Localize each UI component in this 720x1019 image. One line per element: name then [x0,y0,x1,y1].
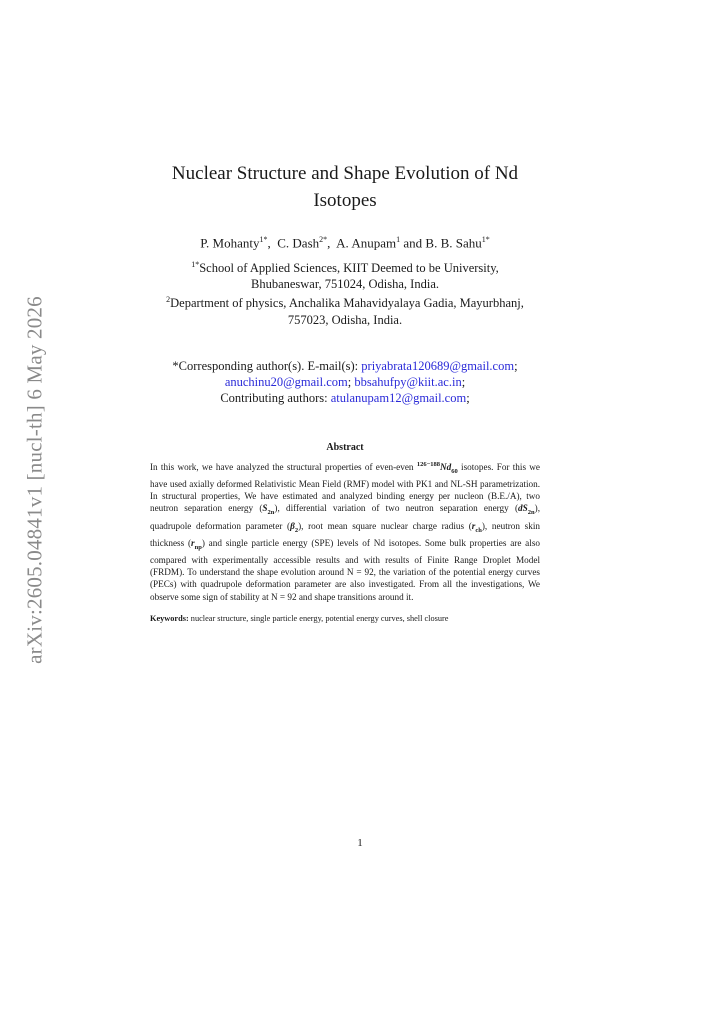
author-name: C. Dash [277,235,320,251]
abstract-text: ) and single particle energy (SPE) levels of Nd isotopes. Some bulk properties are also compared with experimentally accessible results and with results of Finite Range Droplet Model (FRDM). To understand the shape evolution around N = 92, the variation of the potential energy curves (PECs) with quadrupole deformation parameter are also investigated. From all the investigations, We observe some sign of stability at N = 92 and shape transitions around it. [150,537,540,602]
paper-page [140,160,550,624]
math-subscript: 2 [294,526,299,534]
abstract-text: ), differential variation of two neutron separation energy ( [274,503,519,514]
math-subscript: ch [475,526,482,534]
author-list: P. Mohanty$^{1*}$, C. Dash$^{2*}$, A. Anupam$^1$ and B. B. Sahu$^{1*}$ [200,235,490,251]
affiliation-line [140,257,550,276]
author-mark: 1* [481,235,490,244]
email-link[interactable]: bbsahufpy@kiit.ac.in [354,374,462,389]
keywords-text: nuclear structure, single particle energy, potential energy curves, shell closure [188,613,449,623]
abstract-heading: Abstract [326,441,364,453]
corr-prefix: *Corresponding author(s). E-mail(s): [172,358,362,373]
separator: ; [347,374,355,389]
affiliation-line: Bhubaneswar, 751024, Odisha, India. [250,277,439,292]
math-symbol: r [191,537,195,548]
math-symbol: dS [518,503,528,514]
paper-title [140,160,550,214]
affiliation-mark: 2 [166,295,171,305]
math-subscript: 2n [267,509,275,517]
abstract-text: In this work, we have analyzed the structural properties of even-even [150,461,414,472]
arxiv-stamp: arXiv:2605.04841v1 [nucl-th] 6 May 2026 [22,296,47,664]
separator: ; [466,390,470,405]
abstract-text: ), root mean square nuclear charge radius ( [298,520,472,531]
author-mark: 1* [259,235,268,244]
isotope-symbol [416,460,458,475]
corr-line [140,358,550,374]
title-line: Nuclear Structure and Shape Evolution of Nd [171,163,519,184]
corresponding-authors [140,358,550,406]
abstract-text: ), neutron skin thickness ( [150,520,540,548]
keywords-label: Keywords: [150,613,189,623]
page-number: 1 [357,837,363,849]
math-subscript: np [194,543,202,551]
title-line: Isotopes [313,190,377,211]
corr-line [140,374,550,390]
math-symbol: S [262,503,268,514]
author-name: P. Mohanty [200,235,260,251]
author-name: B. B. Sahu [425,235,482,251]
affiliations [140,257,550,327]
author-conjunction: and [403,235,423,251]
corr-line [140,390,550,406]
author-name: A. Anupam [336,235,397,251]
author-mark: 2* [319,235,328,244]
email-link[interactable]: priyabrata120689@gmail.com [361,358,515,373]
atomic-number: 60 [451,467,458,475]
affiliation-line: 757023, Odisha, India. [287,312,403,327]
affiliation-line [140,292,550,311]
author-mark: 1 [396,235,401,244]
math-symbol: r [471,520,476,531]
email-link[interactable]: atulanupam12@gmail.com [330,390,467,405]
math-symbol: β [290,520,295,531]
affiliation-text: Department of physics, Anchalika Mahavidyalaya Gadia, Mayurbhanj, [170,296,524,311]
email-link[interactable]: anuchinu20@gmail.com [224,374,348,389]
mass-range: 126−188 [416,460,441,468]
separator: ; [461,374,466,389]
separator: ; [514,358,518,373]
abstract-text: isotopes. For this we have used axially deformed Relativistic Mean Field (RMF) model with PK1 and NL-SH parametrization. In structural properties, We have estimated and analyzed binding energy per nucleon (B.E./A), two neutron separation energy ( [150,461,540,514]
affiliation-text: School of Applied Sciences, KIIT Deemed to be University, [199,261,499,276]
keywords [150,613,540,624]
abstract-body [150,459,540,603]
contrib-prefix: Contributing authors: [220,390,331,405]
math-subscript: 2n [527,509,535,517]
abstract-text: ), quadrupole deformation parameter ( [150,503,540,531]
affiliation-mark: 1* [191,260,200,270]
element-symbol: Nd [440,461,452,472]
